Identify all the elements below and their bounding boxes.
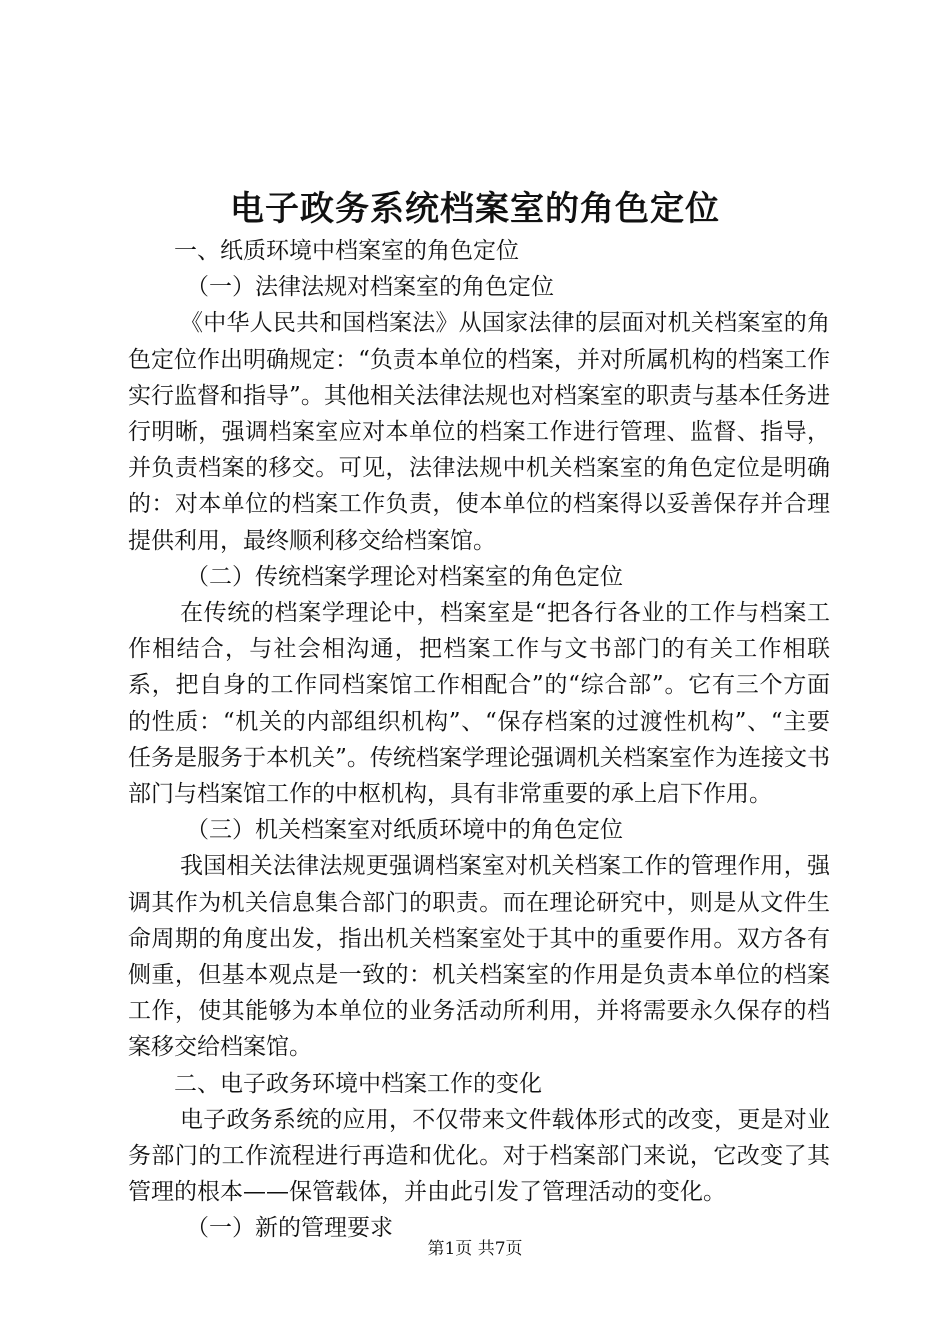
document-body [128, 233, 830, 1247]
body-paragraph-3: 我国相关法律法规更强调档案室对机关档案工作的管理作用，强调其作为机关信息集合部门的职责。而在理论研究中，则是从文件生命周期的角度出发，指出机关档案室处于其中的重要作用。双方各有侧重，但基本观点是一致的：机关档案室的作用是负责本单位的档案工作，使其能够为本单位的业务活动所利用，并将需要永久保存的档案移交给档案馆。 [128, 853, 830, 1061]
section-heading-2: 二、电子政务环境中档案工作的变化 [174, 1070, 542, 1097]
section-heading-1: 一、纸质环境中档案室的角色定位 [174, 238, 519, 264]
subsection-heading-1-1: （一）法律法规对档案室的角色定位 [186, 274, 554, 301]
subsection-heading-1-2: （二）传统档案学理论对档案室的角色定位 [186, 563, 623, 590]
body-paragraph-1: 《中华人民共和国档案法》从国家法律的层面对机关档案室的角色定位作出明确规定：“负责本单位的档案，并对所属机构的档案工作实行监督和指导”。其他相关法律法规也对档案室的职责与基本任务进行明晰，强调档案室应对本单位的档案工作进行管理、监督、指导，并负责档案的移交。可见，法律法规中机关档案室的角色定位是明确的：对本单位的档案工作负责，使本单位的档案得以妥善保存并合理提供利用，最终顺利移交给档案馆。 [128, 310, 830, 554]
document-title: 电子政务系统档案室的角色定位 [230, 189, 720, 229]
subsection-heading-1-3: （三）机关档案室对纸质环境中的角色定位 [186, 817, 623, 844]
subsection-heading-2-1: （一）新的管理要求 [186, 1215, 393, 1242]
page-number-footer: 第1页 共7页 [427, 1239, 523, 1259]
body-paragraph-4: 电子政务系统的应用，不仅带来文件载体形式的改变，更是对业务部门的工作流程进行再造和优化。对于档案部门来说，它改变了其管理的根本——保管载体，并由此引发了管理活动的变化。 [128, 1106, 830, 1206]
body-paragraph-2: 在传统的档案学理论中，档案室是“把各行各业的工作与档案工作相结合，与社会相沟通，把档案工作与文书部门的有关工作相联系，把自身的工作同档案馆工作相配合”的“综合部”。它有三个方面的性质：“机关的内部组织机构”、“保存档案的过渡性机构”、“主要任务是服务于本机关”。传统档案学理论强调机关档案室作为连接文书部门与档案馆工作的中枢机构，具有非常重要的承上启下作用。 [128, 600, 830, 808]
